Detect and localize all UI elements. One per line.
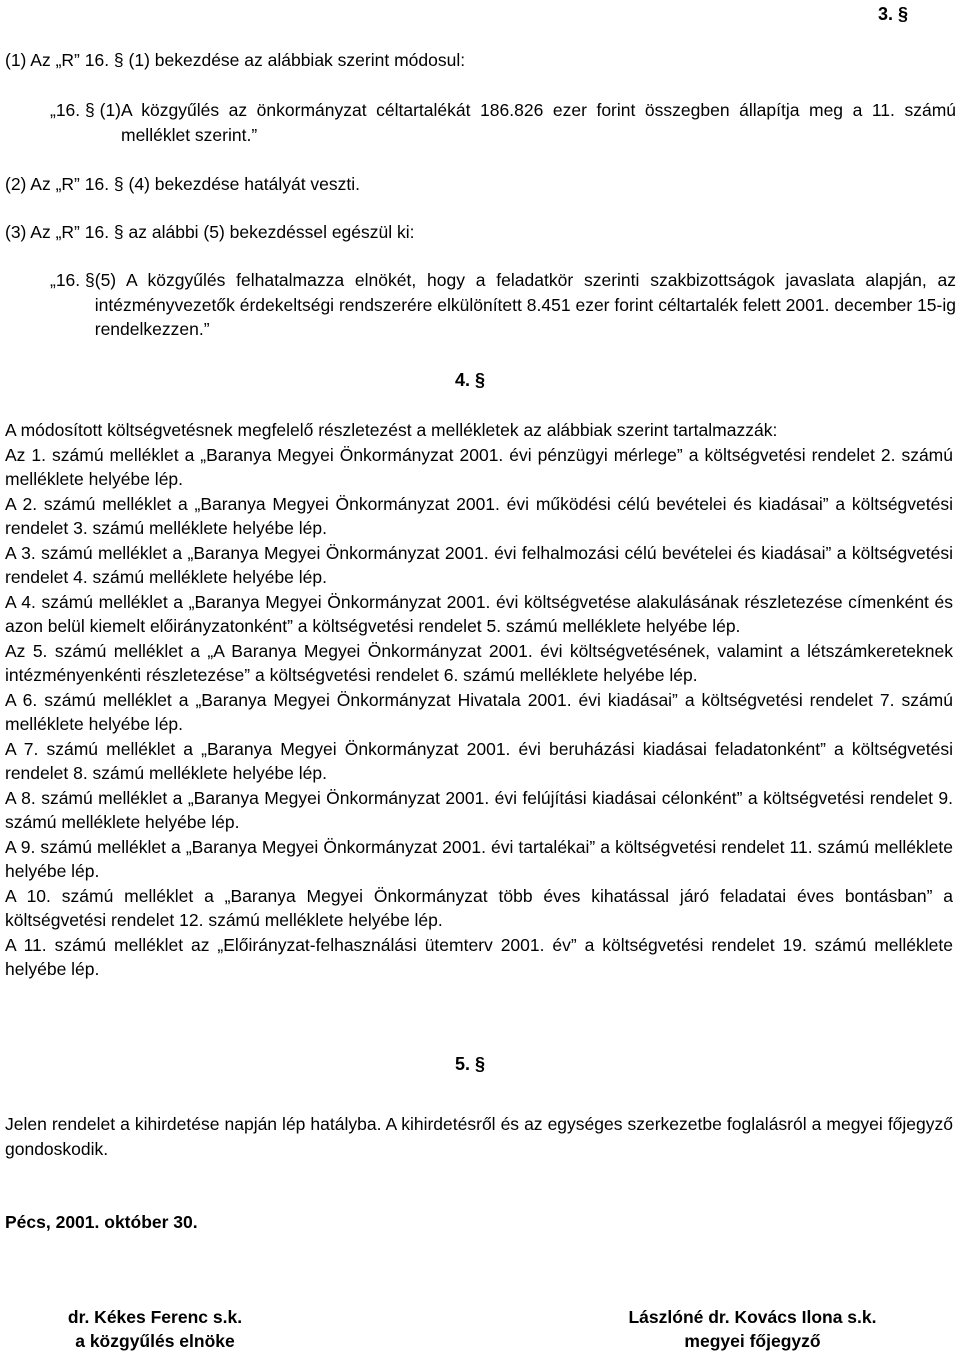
signature-right-title: megyei főjegyző — [684, 1331, 821, 1351]
s3-quote-2-lead: „16. § — [50, 270, 95, 290]
s3-quote-1-lead: „16. § (1) — [50, 100, 121, 120]
s3-paragraph-1: (1) Az „R” 16. § (1) bekezdése az alábbiak szerint módosul: — [5, 50, 466, 70]
s3-quote-1-body: A közgyűlés az önkormányzat céltartalékát 186.826 ezer forint összegben állapítja meg a 11. számú melléklet szerint.” — [121, 100, 956, 145]
signature-right-name: Lászlóné dr. Kovács Ilona s.k. — [628, 1307, 877, 1327]
s3-quote-2 — [50, 268, 956, 342]
annex-item-6: A 6. számú melléklet a „Baranya Megyei Önkormányzat Hivatala 2001. évi kiadásai” a költségvetési rendelet 7. számú melléklete helyébe lép. — [5, 689, 953, 734]
signature-right — [585, 1305, 920, 1353]
place-date: Pécs, 2001. október 30. — [5, 1212, 198, 1232]
signature-left-title: a közgyűlés elnöke — [75, 1331, 235, 1351]
section-heading-3: 3. § — [878, 4, 909, 24]
annex-item-5: Az 5. számú melléklet a „A Baranya Megyei Önkormányzat 2001. évi költségvetésének, valamint a létszámkereteknek intézményenkénti részletezése” a költségvetési rendelet 6. számú melléklete helyébe lép. — [5, 640, 953, 685]
s3-quote-2-body: (5) A közgyűlés felhatalmazza elnökét, hogy a feladatkör szerinti szakbizottságok javaslata alapján, az intézményvezetők érdekeltségi rendszerére elkülönített 8.451 ezer forint céltartalék felett 2001. december 15-ig rendelkezzen.” — [94, 270, 956, 339]
s3-quote-1 — [50, 98, 956, 147]
section-heading-4: 4. § — [454, 370, 486, 390]
signature-left — [40, 1305, 270, 1353]
annex-item-9: A 9. számú melléklet a „Baranya Megyei Önkormányzat 2001. évi tartalékai” a költségvetési rendelet 11. számú melléklete helyébe lép. — [5, 836, 953, 881]
annex-item-2: A 2. számú melléklet a „Baranya Megyei Önkormányzat 2001. évi működési célú bevételei és kiadásai” a költségvetési rendelet 3. számú melléklete helyébe lép. — [5, 493, 953, 538]
section-heading-5: 5. § — [454, 1054, 486, 1074]
s3-paragraph-2: (2) Az „R” 16. § (4) bekezdése hatályát veszti. — [5, 174, 361, 194]
s4-body — [5, 418, 953, 982]
s4-intro: A módosított költségvetésnek megfelelő részletezést a mellékletek az alábbiak szerint tartalmazzák: — [5, 420, 778, 440]
annex-item-4: A 4. számú melléklet a „Baranya Megyei Önkormányzat 2001. évi költségvetése alakulásának részletezése címenként és azon belül kiemelt előirányzatonként” a költségvetési rendelet 5. számú melléklete helyébe lép. — [5, 591, 953, 636]
annex-item-8: A 8. számú melléklet a „Baranya Megyei Önkormányzat 2001. évi felújítási kiadásai célonként” a költségvetési rendelet 9. számú melléklete helyébe lép. — [5, 787, 953, 832]
annex-item-7: A 7. számú melléklet a „Baranya Megyei Önkormányzat 2001. évi beruházási kiadásai feladatonként” a költségvetési rendelet 8. számú melléklete helyébe lép. — [5, 738, 953, 783]
s5-text: Jelen rendelet a kihirdetése napján lép hatályba. A kihirdetésről és az egységes szerkezetbe foglalásról a megyei főjegyző gondoskodik. — [5, 1114, 953, 1159]
signature-left-name: dr. Kékes Ferenc s.k. — [67, 1307, 243, 1327]
annex-item-3: A 3. számú melléklet a „Baranya Megyei Önkormányzat 2001. évi felhalmozási célú bevételei és kiadásai” a költségvetési rendelet 4. számú melléklete helyébe lép. — [5, 542, 953, 587]
annex-item-10: A 10. számú melléklet a „Baranya Megyei Önkormányzat több éves kihatással járó feladatai éves bontásban” a költségvetési rendelet 12. számú melléklete helyébe lép. — [5, 885, 953, 930]
s3-paragraph-3: (3) Az „R” 16. § az alábbi (5) bekezdéssel egészül ki: — [5, 222, 415, 242]
annex-item-11: A 11. számú melléklet az „Előirányzat-felhasználási ütemterv 2001. év” a költségvetési rendelet 19. számú melléklete helyébe lép. — [5, 934, 953, 979]
annex-item-1: Az 1. számú melléklet a „Baranya Megyei Önkormányzat 2001. évi pénzügyi mérlege” a költségvetési rendelet 2. számú melléklete helyébe lép. — [5, 444, 953, 489]
